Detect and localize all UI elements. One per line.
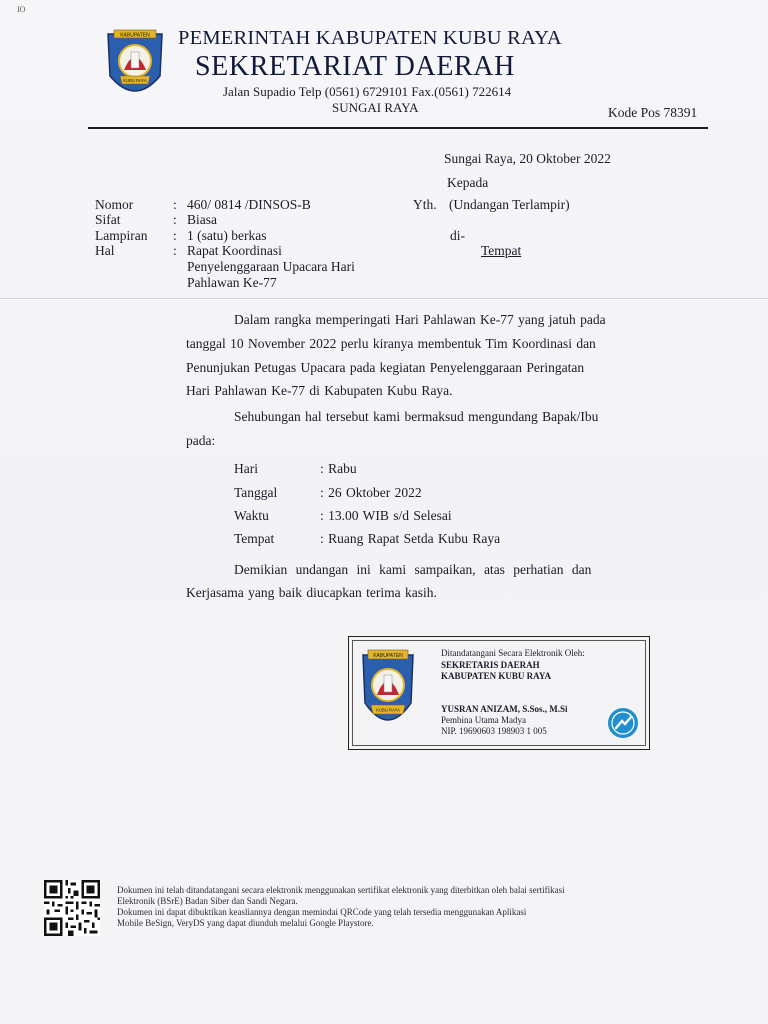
schedule-day-value: : Rabu <box>320 461 357 476</box>
office-name: SEKRETARIAT DAERAH <box>195 51 515 82</box>
subject-line-3: Pahlawan Ke-77 <box>187 275 277 290</box>
body-p2-line2: pada: <box>186 433 216 448</box>
signer-rank: Pembina Utama Madya <box>441 715 526 725</box>
meta-hal-label: Hal <box>95 243 115 258</box>
di-label: di- <box>450 228 465 243</box>
body-p3-line2: Kerjasama yang baik diucapkan terima kasih. <box>186 585 437 600</box>
to-label: Kepada <box>447 175 489 190</box>
meta-hal-value: Rapat Koordinasi <box>187 243 282 258</box>
subject-line-2: Penyelenggaraan Upacara Hari <box>187 259 355 274</box>
meta-hal-sep: : <box>173 243 177 258</box>
emblem-ribbon-text: KUBU RAYA <box>376 707 400 713</box>
meta-nomor-label: Nomor <box>95 197 134 212</box>
corner-mark: IO <box>17 5 26 14</box>
body-p1-line1: Dalam rangka memperingati Hari Pahlawan Ke-77 yang jatuh pada <box>234 312 606 327</box>
emblem-banner-text: KABUPATEN <box>373 653 403 659</box>
body-p3-line1: Demikian undangan ini kami sampaikan, atas perhatian dan <box>234 562 592 577</box>
meta-lampiran-label: Lampiran <box>95 228 148 243</box>
schedule-time-value: : 13.00 WIB s/d Selesai <box>320 508 452 523</box>
footer-line-1: Dokumen ini telah ditandatangani secara elektronik menggunakan sertifikat elektronik yang diterbitkan oleh balai sertifikasi <box>117 885 565 895</box>
qr-code-icon[interactable] <box>42 880 102 936</box>
bsre-seal-icon <box>607 707 639 739</box>
signer-name: YUSRAN ANIZAM, S.Sos., M.Si <box>441 704 568 714</box>
signed-by-label: Ditandatangani Secara Elektronik Oleh: <box>441 648 585 658</box>
schedule-time-label: Waktu <box>234 508 269 523</box>
schedule-date-value: : 26 Oktober 2022 <box>320 485 422 500</box>
electronic-signature-box <box>348 636 650 750</box>
emblem-ribbon-text: KUBU RAYA <box>123 78 147 83</box>
meta-sifat-label: Sifat <box>95 212 121 227</box>
schedule-day-label: Hari <box>234 461 258 476</box>
emblem-banner-text: KABUPATEN <box>120 32 150 39</box>
meta-nomor-sep: : <box>173 197 177 212</box>
address-line: Jalan Supadio Telp (0561) 6729101 Fax.(0561) 722614 <box>223 84 512 99</box>
meta-lampiran-sep: : <box>173 228 177 243</box>
signer-nip: NIP. 19690603 198903 1 005 <box>441 726 547 736</box>
body-p1-line3: Penunjukan Petugas Upacara pada kegiatan Penyelenggaraan Peringatan <box>186 360 585 375</box>
meta-nomor-value: 460/ 0814 /DINSOS-B <box>187 197 311 212</box>
kubu-raya-emblem-icon <box>104 26 166 104</box>
letterhead-rule <box>88 127 708 129</box>
yth-label: Yth. <box>413 197 437 212</box>
recipient-value: (Undangan Terlampir) <box>449 197 570 212</box>
meta-sifat-sep: : <box>173 212 177 227</box>
meta-sifat-value: Biasa <box>187 212 217 227</box>
kubu-raya-emblem-icon <box>359 645 417 737</box>
signer-title-2: KABUPATEN KUBU RAYA <box>441 671 552 681</box>
schedule-place-value: : Ruang Rapat Setda Kubu Raya <box>320 531 501 546</box>
schedule-date-label: Tanggal <box>234 485 278 500</box>
place-label: Tempat <box>481 243 522 258</box>
paper-fold-line <box>0 298 768 299</box>
government-name: PEMERINTAH KABUPATEN KUBU RAYA <box>178 27 562 49</box>
date-line: Sungai Raya, 20 Oktober 2022 <box>444 151 611 166</box>
footer-line-3: Dokumen ini dapat dibuktikan keasliannya dengan memindai QRCode yang telah tersedia menggunakan Aplikasi <box>117 907 527 917</box>
meta-lampiran-value: 1 (satu) berkas <box>187 228 267 243</box>
body-p1-line4: Hari Pahlawan Ke-77 di Kabupaten Kubu Raya. <box>186 383 453 398</box>
postal-code: Kode Pos 78391 <box>608 105 698 120</box>
body-p2-line1: Sehubungan hal tersebut kami bermaksud mengundang Bapak/Ibu <box>234 409 599 424</box>
footer-line-4: Mobile BeSign, VeryDS yang dapat diunduh melalui Google Playstore. <box>117 918 374 928</box>
schedule-place-label: Tempat <box>234 531 275 546</box>
footer-line-2: Elektronik (BSrE) Badan Siber dan Sandi Negara. <box>117 896 298 906</box>
signer-title-1: SEKRETARIS DAERAH <box>441 660 540 670</box>
city-line: SUNGAI RAYA <box>332 100 419 115</box>
body-p1-line2: tanggal 10 November 2022 perlu kiranya membentuk Tim Koordinasi dan <box>186 336 596 351</box>
